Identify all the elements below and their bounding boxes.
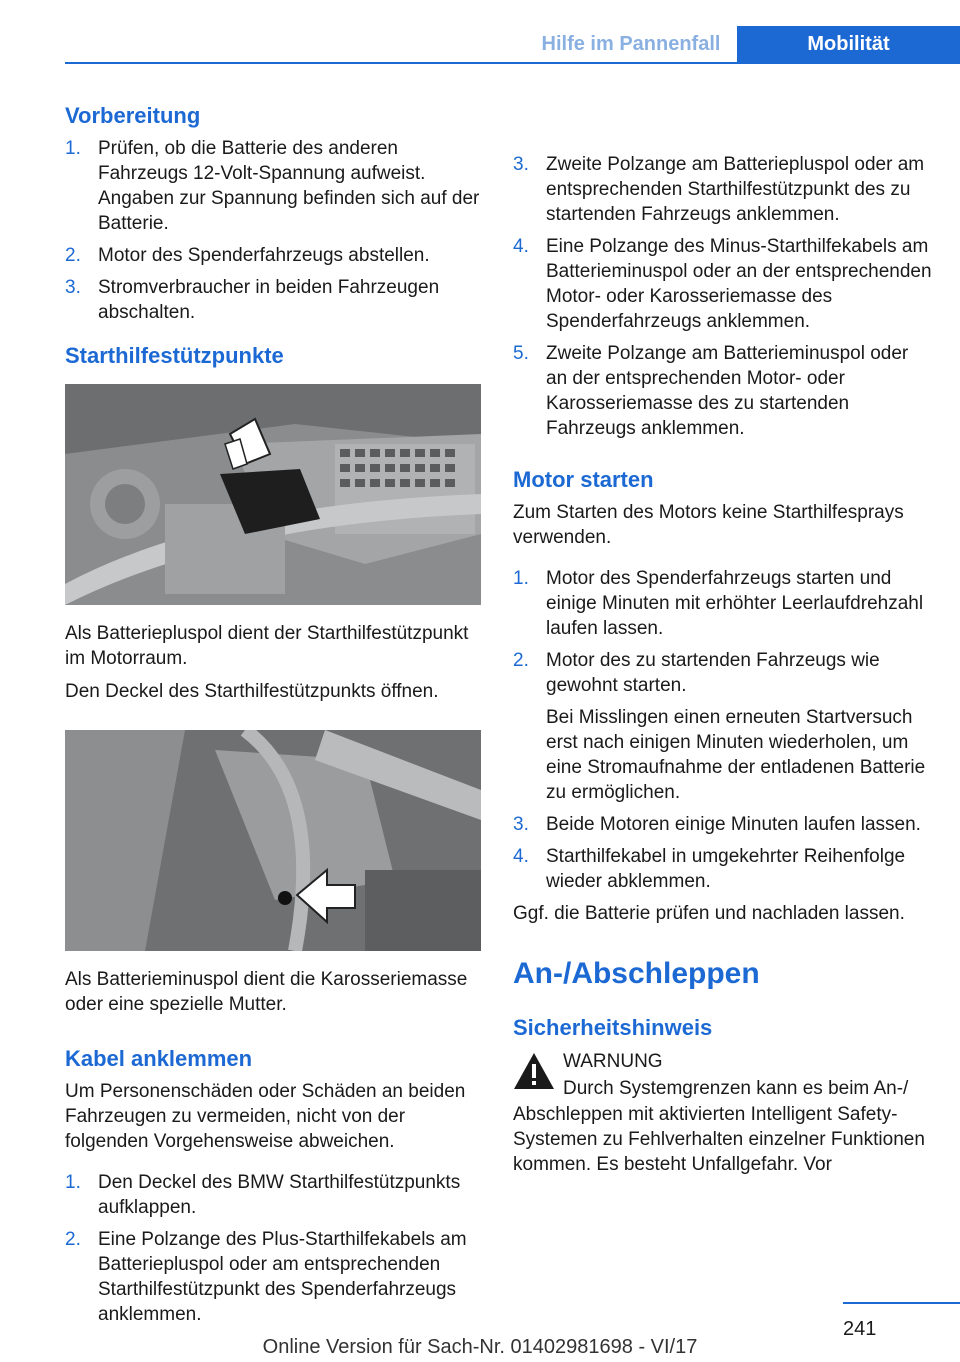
list-item: 2. Motor des zu startenden Fahrzeugs wie gewohnt starten. Bei Misslingen einen erneuten Startversuch erst nach einigen Minuten wiederholen, um eine Stromaufnahme der entladenen Batterie zu ermöglichen.	[513, 648, 933, 805]
header-rule	[65, 62, 960, 64]
warning-title: WARNUNG	[563, 1051, 663, 1072]
cable-intro: Um Personenschäden oder Schäden an beiden Fahrzeugen zu vermeiden, nicht von der folgenden Vorgehensweise abweichen.	[65, 1081, 466, 1152]
warning-block	[513, 1048, 933, 1177]
list-item: 3. Stromverbraucher in beiden Fahrzeugen abschalten.	[65, 277, 440, 323]
warning-triangle-icon	[513, 1052, 555, 1090]
right-column	[513, 100, 933, 1177]
prep-heading: Vorbereitung	[65, 103, 201, 128]
points-heading: Starthilfestützpunkte	[65, 343, 284, 368]
photo2-caption: Als Batterieminuspol dient die Karosseriemasse oder eine spezielle Mutter.	[65, 969, 468, 1015]
tab-help-breakdown[interactable]: Hilfe im Pannenfall	[541, 33, 721, 55]
engine-bay-ground-nut-photo	[65, 730, 481, 951]
list-item: 5. Zweite Polzange am Batterieminuspol oder an der entsprechenden Motor- oder Karosseriemasse des zu startenden Fahrzeugs anklemmen.	[513, 343, 909, 439]
engine-bay-plus-terminal-photo	[65, 384, 481, 605]
list-item: 4. Starthilfekabel in umgekehrter Reihenfolge wieder abklemmen.	[513, 846, 906, 892]
photo1-caption-a: Als Batteriepluspol dient der Starthilfestützpunkt im Motorraum.	[65, 623, 469, 669]
page-number: 241	[843, 1318, 877, 1340]
prep-steps	[65, 136, 483, 325]
list-item: 3. Beide Motoren einige Minuten laufen lassen.	[513, 814, 921, 835]
start-step-note: Bei Misslingen einen erneuten Startversuch erst nach einigen Minuten wiederholen, um eine Stromaufnahme der entladenen Batterie zu ermöglichen.	[546, 707, 926, 803]
tab-mobility[interactable]: Mobilität	[737, 26, 960, 64]
start-steps	[513, 566, 933, 894]
list-item: 3. Zweite Polzange am Batteriepluspol oder am entsprechenden Starthilfestützpunkt des zu startenden Fahrzeugs anklemmen.	[513, 154, 925, 225]
list-item: 2. Eine Polzange des Plus-Starthilfekabels am Batteriepluspol oder am entsprechenden Starthilfestützpunkt des Spenderfahrzeugs anklemmen.	[65, 1229, 467, 1325]
left-column	[65, 100, 483, 1334]
start-heading: Motor starten	[513, 467, 654, 492]
list-item: 1. Prüfen, ob die Batterie des anderen Fahrzeugs 12-Volt-Spannung aufweist. Angaben zur Spannung befinden sich auf der Batterie.	[65, 138, 480, 234]
list-item: 1. Den Deckel des BMW Starthilfestützpunkts aufklappen.	[65, 1172, 461, 1218]
safety-heading: Sicherheitshinweis	[513, 1015, 713, 1040]
start-intro: Zum Starten des Motors keine Starthilfesprays verwenden.	[513, 502, 904, 548]
footer-rule	[843, 1302, 960, 1304]
photo1-caption-b: Den Deckel des Starthilfestützpunkts öffnen.	[65, 681, 439, 702]
list-item: 1. Motor des Spenderfahrzeugs starten und einige Minuten mit erhöhter Leerlaufdrehzahl laufen lassen.	[513, 568, 924, 639]
cable-steps-right	[513, 152, 933, 441]
warning-text-rest: Abschleppen mit aktivierten Intelligent Safety-Systemen zu Fehlverhalten einzelner Funktionen kommen. Es besteht Unfallgefahr. Vor	[513, 1104, 925, 1175]
tow-heading: An-/Abschleppen	[513, 957, 760, 990]
online-version-note: Online Version für Sach-Nr. 01402981698 - VI/17	[262, 1336, 698, 1358]
cable-heading: Kabel anklemmen	[65, 1046, 253, 1071]
cable-steps-left	[65, 1170, 483, 1327]
list-item: 2. Motor des Spenderfahrzeugs abstellen.	[65, 245, 430, 266]
list-item: 4. Eine Polzange des Minus-Starthilfekabels am Batterieminuspol oder an der entsprechenden Motor- oder Karosseriemasse des Spenderfahrzeugs anklemmen.	[513, 236, 932, 332]
warning-text-first: Durch Systemgrenzen kann es beim An-/	[563, 1078, 909, 1099]
start-outro: Ggf. die Batterie prüfen und nachladen lassen.	[513, 903, 905, 924]
